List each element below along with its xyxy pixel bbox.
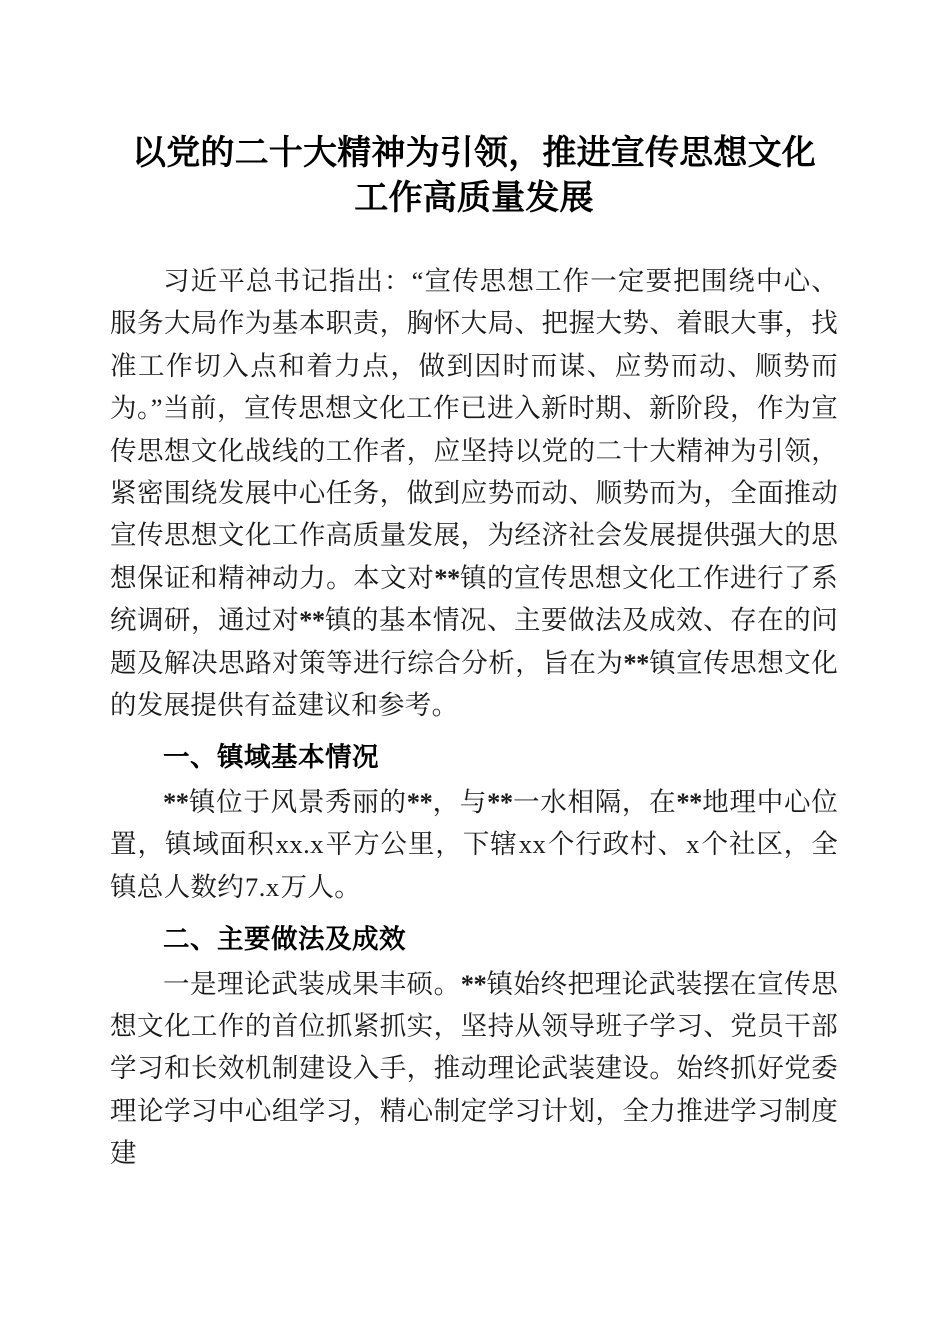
- section-two-paragraph: 一是理论武装成果丰硕。**镇始终把理论武装摆在宣传思想文化工作的首位抓紧抓实，坚持从领导班子学习、党员干部学习和长效机制建设入手，推动理论武装建设。始终抓好党委理论学习中心组学习，精心制定学习计划，全力推进学习制度建: [110, 968, 838, 1169]
- section-heading-two: 二、主要做法及成效: [163, 924, 406, 955]
- redaction-placeholder: **: [163, 786, 189, 817]
- section-one-paragraph: **镇位于风景秀丽的**，与**一水相隔，在**地理中心位置，镇域面积xx.x平方公里，下辖xx个行政村、x个社区，全镇总人数约7.x万人。: [110, 786, 839, 902]
- inline-value: x: [686, 829, 700, 860]
- inline-value: 7.x: [245, 871, 280, 902]
- redaction-placeholder: **: [676, 786, 702, 817]
- redaction-placeholder: **: [434, 562, 460, 593]
- intro-paragraph: 习近平总书记指出：“宣传思想工作一定要把围绕中心、服务大局作为基本职责，胸怀大局、把握大势、着眼大事，找准工作切入点和着力点，做到因时而谋、应势而动、顺势而为。”当前，宣传思想文化工作已进入新时期、新阶段，作为宣传思想文化战线的工作者，应坚持以党的二十大精神为引领，紧密围绕发展中心任务，做到应势而动、顺势而为，全面推动宣传思想文化工作高质量发展，为经济社会发展提供强大的思想保证和精神动力。本文对**镇的宣传思想文化工作进行了系统调研，通过对**镇的基本情况、主要做法及成效、存在的问题及解决思路对策等进行综合分析，旨在为**镇宣传思想文化的发展提供有益建议和参考。: [110, 266, 838, 721]
- page-title-line-1: 以党的二十大精神为引领，推进宣传思想文化: [132, 135, 816, 172]
- section-heading-one: 一、镇域基本情况: [163, 742, 379, 773]
- page-title-line-2: 工作高质量发展: [354, 180, 594, 217]
- document-content-column: [110, 0, 838, 1175]
- inline-value: xx: [518, 829, 547, 860]
- redaction-placeholder: **: [406, 786, 433, 817]
- redaction-placeholder: **: [623, 647, 649, 678]
- inline-value: xx.x: [275, 829, 325, 860]
- redaction-placeholder: **: [460, 968, 487, 999]
- redaction-placeholder: **: [299, 605, 325, 636]
- page-title: [110, 0, 838, 221]
- redaction-placeholder: **: [487, 786, 513, 817]
